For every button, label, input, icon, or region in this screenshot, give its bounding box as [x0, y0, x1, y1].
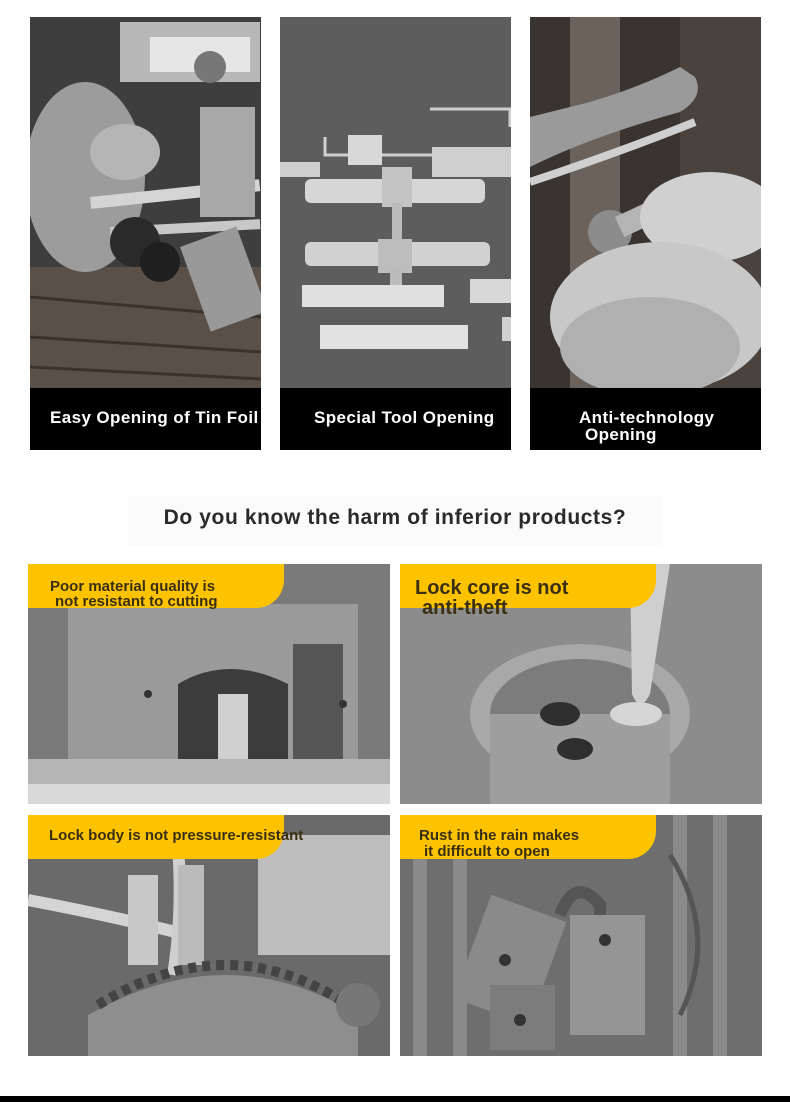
harm-tag-line2: it difficult to open — [424, 843, 550, 860]
harm-tag-line1: Poor material quality is — [50, 578, 216, 595]
harm-tag — [28, 564, 284, 608]
method-caption-text: Special Tool Opening — [314, 408, 495, 427]
harm-tag-line1: Lock core is not — [415, 577, 569, 599]
harm-tag-line2: not resistant to cutting — [55, 593, 218, 610]
harm-tag — [400, 564, 656, 619]
section-heading-box — [128, 496, 662, 546]
door-handle-photo — [530, 17, 761, 388]
harm-card-anti-theft — [400, 564, 762, 804]
harm-card-cutting — [28, 564, 390, 804]
section-heading: Do you know the harm of inferior products? — [163, 506, 627, 529]
harm-tag — [28, 815, 304, 859]
harm-card-pressure — [28, 815, 390, 1056]
method-caption — [30, 388, 261, 450]
harm-card-rust — [400, 815, 762, 1056]
harm-tag — [400, 815, 656, 859]
method-card-tin-foil — [30, 17, 261, 450]
harm-tag-line2: anti-theft — [422, 597, 508, 619]
harm-tag-line1: Rust in the rain makes — [419, 827, 580, 844]
keys-photo — [30, 17, 261, 388]
method-caption-text: Easy Opening of Tin Foil — [50, 408, 259, 427]
method-caption — [280, 388, 511, 450]
method-card-anti-technology — [530, 17, 761, 450]
method-caption-line1: Anti-technology — [579, 408, 715, 427]
bottom-divider — [0, 1096, 790, 1102]
tools-photo — [280, 17, 511, 388]
method-caption-line2: Opening — [585, 425, 657, 444]
method-card-special-tool — [280, 17, 511, 450]
method-caption — [530, 388, 761, 450]
harm-tag-line1: Lock body is not pressure-resistant — [49, 827, 304, 844]
